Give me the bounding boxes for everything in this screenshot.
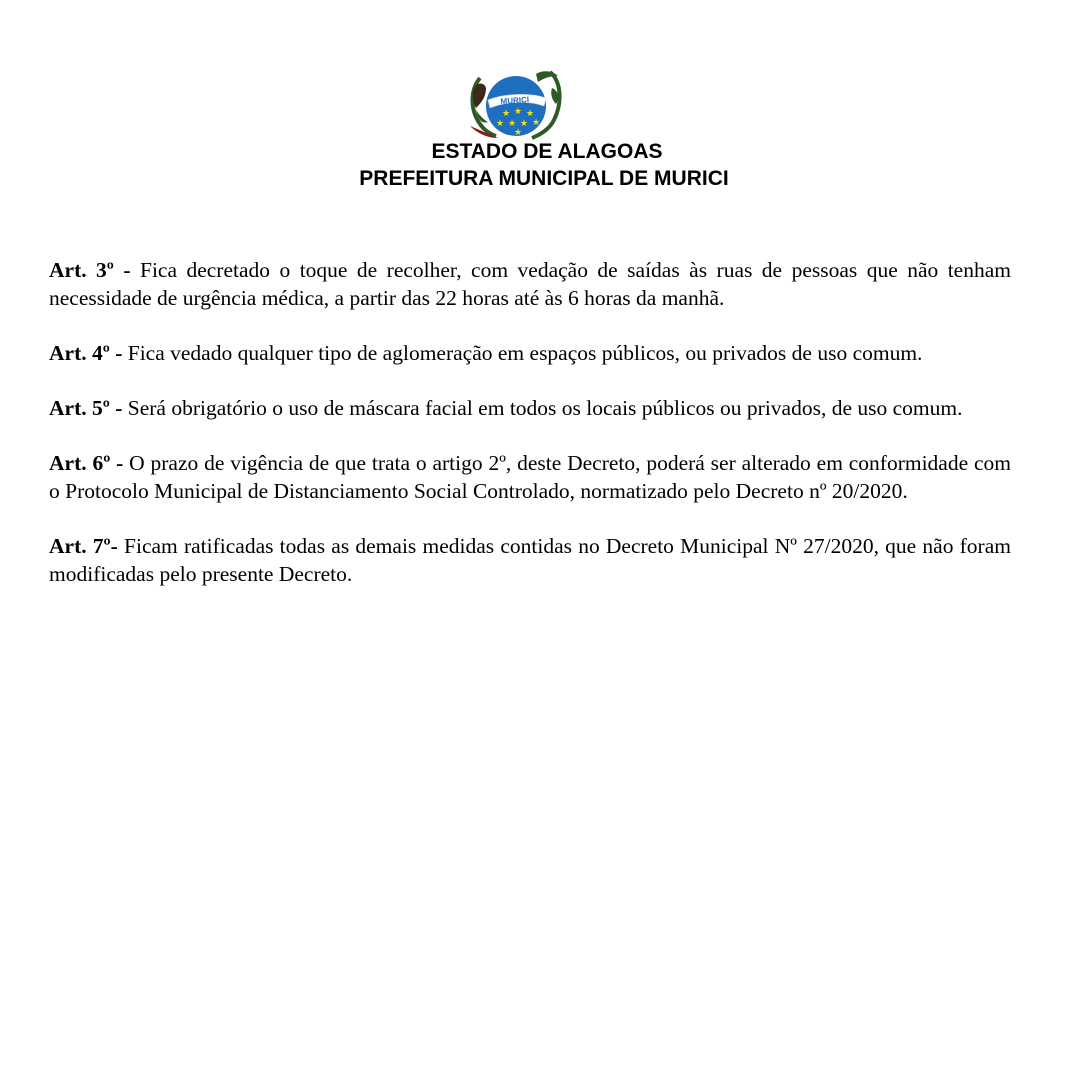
crest-right-leaf (551, 88, 558, 104)
state-title: ESTADO DE ALAGOAS (431, 140, 663, 163)
murici-crest-logo (466, 68, 564, 142)
crest-bird (473, 84, 486, 109)
article-label: Art. 4º - (49, 341, 123, 365)
article-6 (49, 449, 1011, 505)
article-text: Será obrigatório o uso de máscara facial em todos os locais públicos ou privados, de uso comum. (127, 396, 963, 420)
star-icon: ★ (495, 119, 505, 129)
article-7 (49, 532, 1011, 588)
article-label: Art. 6º - (49, 451, 124, 475)
article-text: O prazo de vigência de que trata o artigo 2º, deste Decreto, poderá ser alterado em conformidade com o Protocolo Municipal de Distanciamento Social Controlado, normatizado pelo Decreto nº 20/2020. (49, 451, 1011, 503)
article-5 (49, 394, 1011, 422)
article-label: Art. 3º - (49, 258, 131, 282)
article-text: Ficam ratificadas todas as demais medidas contidas no Decreto Municipal Nº 27/2020, que não foram modificadas pelo presente Decreto. (49, 534, 1011, 586)
star-icon: ★ (519, 119, 529, 129)
star-icon: ★ (531, 118, 541, 128)
article-label: Art. 7º- (49, 534, 118, 558)
decree-body (49, 256, 1011, 615)
star-icon: ★ (513, 107, 523, 117)
star-icon: ★ (525, 109, 535, 119)
star-icon: ★ (513, 128, 523, 138)
document-header (0, 138, 1080, 192)
star-icon: ★ (501, 109, 511, 119)
municipality-title: PREFEITURA MUNICIPAL DE MURICI (359, 167, 729, 190)
article-4 (49, 339, 1011, 367)
article-text: Fica decretado o toque de recolher, com vedação de saídas às ruas de pessoas que não tenham necessidade de urgência médica, a partir das 22 horas até às 6 horas da manhã. (49, 258, 1011, 310)
article-3 (49, 256, 1011, 312)
article-label: Art. 5º - (49, 396, 123, 420)
star-icon: ★ (507, 119, 517, 129)
crest-banner-text: MURICI (500, 95, 530, 106)
article-text: Fica vedado qualquer tipo de aglomeração em espaços públicos, ou privados de uso comum. (127, 341, 923, 365)
